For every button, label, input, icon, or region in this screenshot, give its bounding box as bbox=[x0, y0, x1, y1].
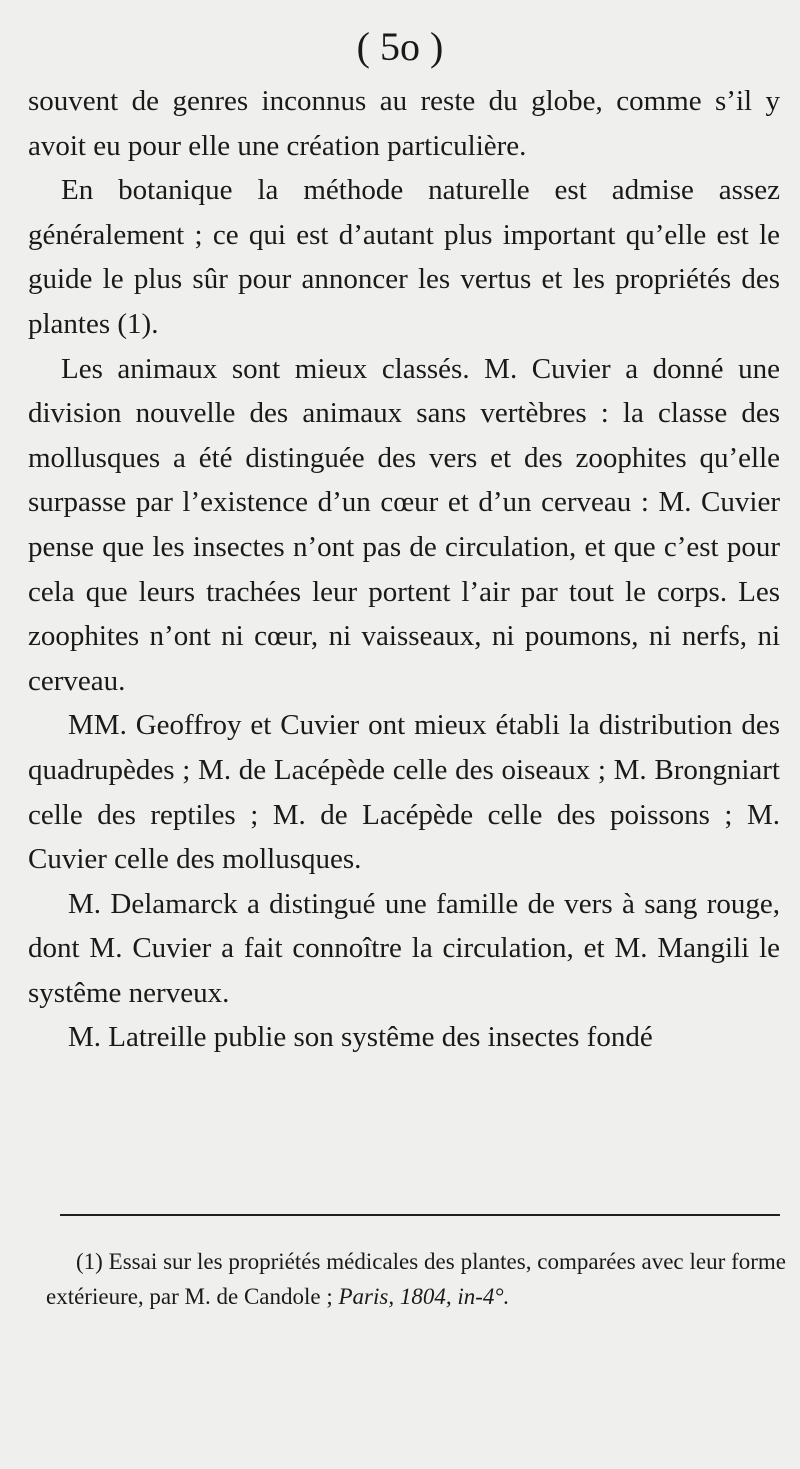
paragraph-botany: En botanique la méthode naturelle est admise assez généralement ; ce qui est d’autant plus important qu’elle est le guide le plus sûr pour annoncer les vertus et les propriétés des plantes (1). bbox=[28, 174, 780, 340]
paragraph-continuation: souvent de genres inconnus au reste du globe, comme s’il y avoit eu pour elle une création particulière. bbox=[28, 85, 780, 162]
footnote-place-date: Paris, 1804, bbox=[338, 1284, 452, 1309]
body-text bbox=[28, 79, 780, 1060]
footnote-text: (1) Essai sur les propriétés médicales des plantes, comparées avec leur forme extérieure, par M. de Candole ; bbox=[46, 1249, 786, 1309]
paragraph-animals: Les animaux sont mieux classés. M. Cuvier a donné une division nouvelle des animaux sans vertèbres : la classe des mollusques a été distinguée des vers et des zoophites qu’elle surpasse par l’existence d’un cœur et d’un cerveau : M. Cuvier pense que les insectes n’ont pas de circulation, et que c’est pour cela que leurs trachées leur portent l’air par tout le corps. Les zoophites n’ont ni cœur, ni vaisseaux, ni poumons, ni nerfs, ni cerveau. bbox=[28, 352, 780, 697]
footnote-divider bbox=[60, 1214, 780, 1216]
paragraph-delamarck: M. Delamarck a distingué une famille de vers à sang rouge, dont M. Cuvier a fait connoître la circulation, et M. Mangili le systême nerveux. bbox=[28, 887, 780, 1009]
page-number: ( 5o ) bbox=[356, 24, 444, 69]
paragraph-latreille: M. Latreille publie son systême des insectes fondé bbox=[68, 1021, 653, 1054]
footnote bbox=[46, 1244, 786, 1314]
footnote-format: in-4°. bbox=[457, 1284, 510, 1309]
paragraph-classification: MM. Geoffroy et Cuvier ont mieux établi la distribution des quadrupèdes ; M. de Lacépède celle des oiseaux ; M. Brongniart celle des reptiles ; M. de Lacépède celle des poissons ; M. Cuvier celle des mollusques. bbox=[28, 709, 780, 876]
